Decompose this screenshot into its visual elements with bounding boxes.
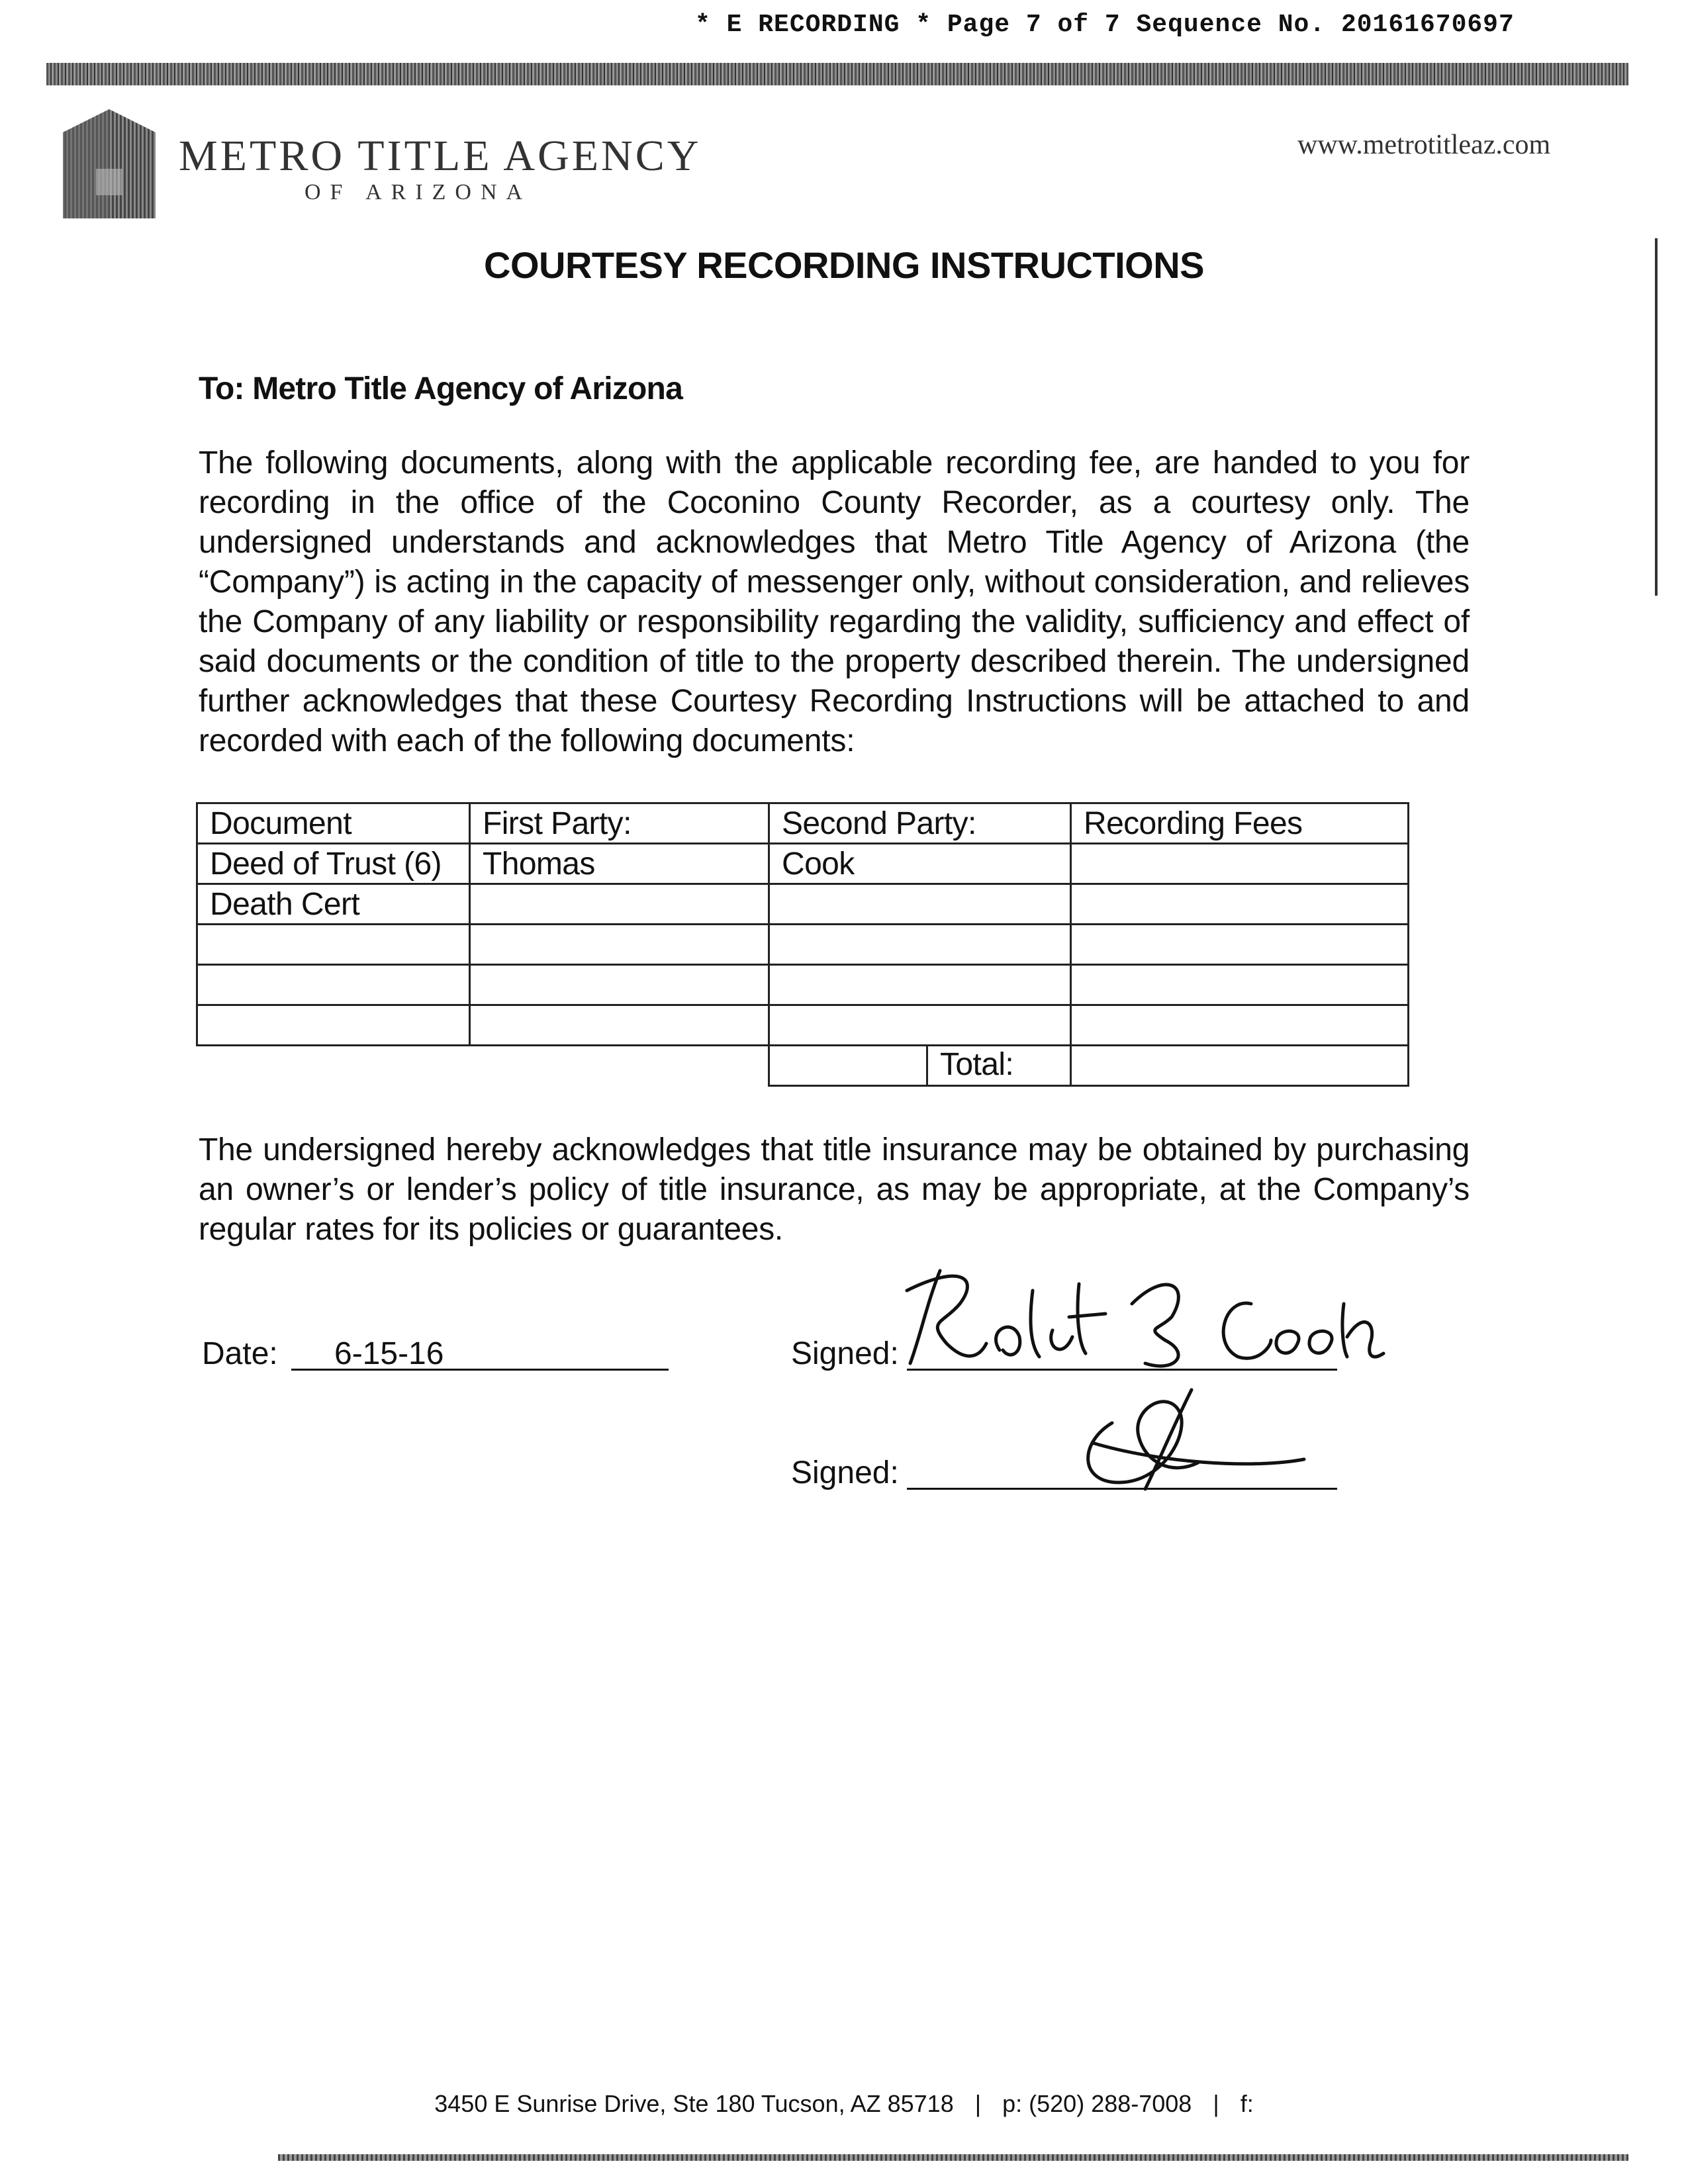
cell-document[interactable] bbox=[197, 925, 470, 965]
signed-label-1: Signed: bbox=[791, 1336, 899, 1371]
documents-table bbox=[196, 802, 1409, 1087]
cell-second-party[interactable] bbox=[769, 1005, 1071, 1046]
cell-recording-fee[interactable] bbox=[1071, 1005, 1409, 1046]
acknowledgement-paragraph: The undersigned hereby acknowledges that title insurance may be obtained by purchasing an owner’s or lender’s policy of title insurance, as may be appropriate, at the Company’s regular rates for its policies or guarantees. bbox=[199, 1132, 1470, 1247]
page-title: COURTESY RECORDING INSTRUCTIONS bbox=[484, 244, 1204, 286]
signed-label-2: Signed: bbox=[791, 1455, 899, 1490]
total-value[interactable] bbox=[1071, 1046, 1409, 1086]
cell-second-party[interactable]: Cook bbox=[769, 844, 1071, 884]
footer-separator: | bbox=[1213, 2090, 1219, 2117]
header-recording-fees: Recording Fees bbox=[1071, 803, 1409, 844]
addressee-line: To: Metro Title Agency of Arizona bbox=[199, 371, 682, 406]
total-label: Total: bbox=[940, 1047, 1014, 1082]
cell-first-party[interactable] bbox=[470, 884, 769, 925]
logo-subtitle: OF ARIZONA bbox=[305, 180, 532, 205]
cell-first-party[interactable] bbox=[470, 1005, 769, 1046]
cell-recording-fee[interactable] bbox=[1071, 965, 1409, 1005]
table-header-row bbox=[197, 803, 1409, 844]
header-first-party: First Party: bbox=[470, 803, 769, 844]
table-row bbox=[197, 1005, 1409, 1046]
building-logo-icon bbox=[56, 106, 162, 222]
handwritten-signature bbox=[880, 1191, 1476, 1522]
cell-document[interactable]: Death Cert bbox=[197, 884, 470, 925]
footer-fax: f: bbox=[1240, 2090, 1254, 2117]
table-total-row bbox=[197, 1046, 1409, 1086]
cell-second-party[interactable] bbox=[769, 884, 1071, 925]
intro-paragraph: The following documents, along with the applicable recording fee, are handed to you for recording in the office of the Coconino County Recorder, as a courtesy only. The undersigned understands and acknowledges that Metro Title Agency of Arizona (the “Company”) is acting in the capacity of messenger only, without consideration, and relieves the Company of any liability or responsibility regarding the validity, sufficiency and effect of said documents or the condition of title to the property described therein. The undersigned further acknowledges that these Courtesy Recording Instructions will be attached to and recorded with each of the following documents: bbox=[199, 445, 1470, 758]
footer-separator: | bbox=[974, 2090, 982, 2117]
logo-name: METRO TITLE AGENCY bbox=[179, 132, 702, 180]
footer bbox=[0, 2090, 1688, 2118]
header-bar bbox=[46, 63, 1628, 85]
date-label: Date: bbox=[202, 1336, 278, 1371]
cell-recording-fee[interactable] bbox=[1071, 884, 1409, 925]
bottom-rule bbox=[278, 2154, 1628, 2161]
margin-mark bbox=[1655, 238, 1658, 596]
cell-first-party[interactable] bbox=[470, 925, 769, 965]
cell-first-party[interactable] bbox=[470, 965, 769, 1005]
footer-address: 3450 E Sunrise Drive, Ste 180 Tucson, AZ 85718 bbox=[434, 2090, 954, 2117]
header-document: Document bbox=[197, 803, 470, 844]
table-row bbox=[197, 884, 1409, 925]
table-row bbox=[197, 965, 1409, 1005]
cell-second-party[interactable] bbox=[769, 965, 1071, 1005]
table-row bbox=[197, 844, 1409, 884]
table-row bbox=[197, 925, 1409, 965]
cell-recording-fee[interactable] bbox=[1071, 925, 1409, 965]
cell-second-party[interactable] bbox=[769, 925, 1071, 965]
header-second-party: Second Party: bbox=[769, 803, 1071, 844]
website-link[interactable]: www.metrotitleaz.com bbox=[1297, 130, 1551, 160]
cell-document[interactable] bbox=[197, 965, 470, 1005]
cell-document[interactable] bbox=[197, 1005, 470, 1046]
footer-phone: p: (520) 288-7008 bbox=[1002, 2090, 1192, 2117]
cell-recording-fee[interactable] bbox=[1071, 844, 1409, 884]
cell-first-party[interactable]: Thomas bbox=[470, 844, 769, 884]
recording-stamp: * E RECORDING * Page 7 of 7 Sequence No. 20161670697 bbox=[695, 11, 1515, 39]
date-field[interactable]: 6-15-16 bbox=[334, 1336, 444, 1371]
cell-document[interactable]: Deed of Trust (6) bbox=[197, 844, 470, 884]
